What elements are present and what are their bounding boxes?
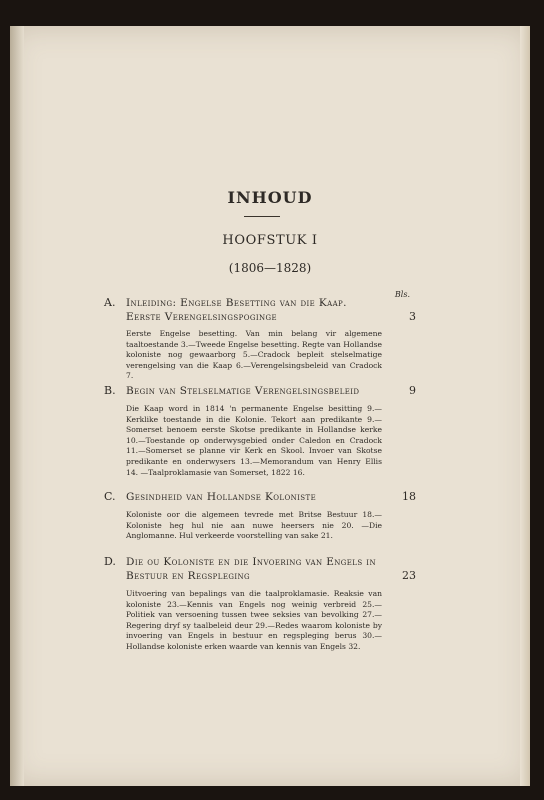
book-page bbox=[10, 26, 530, 786]
section-title: Inleiding: Engelse Besetting van die Kaap. Eerste Verengelsingspoginge bbox=[126, 297, 347, 323]
section-description: Uitvoering van bepalings van die taalproklamasie. Reaksie van koloniste 23.—Kennis van Engels nog weinig verbreid 25.—Politiek van versoening tussen twee seksies van bevolking 27.—Regering dryf sy taalbeleid deur 29.—Redes waarom koloniste by invoering van Engels in bestuur en regspleging berus 30.—Hollandse koloniste erken waarde van kennis van Engels 32. bbox=[126, 589, 382, 651]
section-description: Die Kaap word in 1814 'n permanente Engelse besitting 9.—Kerklike toestande in die Kolonie. Tekort aan predikante 9.—Somerset benoem eerste Skotse predikante in Hollandse kerke 10.—Toestande op onderwysgebied onder Caledon en Cradock 11.—Somerset se planne vir Kerk en Skool. Invoer van Skotse predikante en onderwysers 13.—Memorandum van Henry Ellis 14. —Taalproklamasie van Somerset, 1822 16. bbox=[126, 404, 382, 477]
section-page-number: 9 bbox=[409, 384, 416, 397]
chapter-heading: HOOFSTUK I bbox=[222, 233, 318, 248]
section-page-number: 3 bbox=[409, 310, 416, 323]
page-title: INHOUD bbox=[227, 188, 313, 207]
section-description: Eerste Engelse besetting. Van min belang vir algemene taaltoestande 3.—Tweede Engelse besetting. Regte van Hollandse koloniste nog gewaarborg 5.—Cradock bepleit stelselmatige verengelsing van die Kaap 6.—Verengelsingsbeleid van Cradock 7. bbox=[126, 329, 382, 381]
section-title: Die ou Koloniste en die Invoering van Engels in Bestuur en Regspleging bbox=[126, 556, 376, 582]
title-rule bbox=[244, 216, 280, 217]
table-of-contents bbox=[10, 26, 530, 786]
chapter-years: (1806—1828) bbox=[228, 261, 312, 275]
section-page-number: 23 bbox=[402, 569, 416, 582]
section-page-number: 18 bbox=[402, 490, 416, 503]
section-letter: C. bbox=[104, 490, 116, 503]
section-letter: A. bbox=[104, 296, 116, 309]
section-description: Koloniste oor die algemeen tevrede met Britse Bestuur 18.—Koloniste heg hul nie aan nuwe heersers nie 20. —Die Anglomanne. Hul verkeerde voorstelling van sake 21. bbox=[126, 510, 382, 541]
section-letter: B. bbox=[104, 384, 116, 397]
page-column-label: Bls. bbox=[394, 290, 410, 299]
section-title: Begin van Stelselmatige Verengelsingsbeleid bbox=[126, 385, 360, 397]
section-letter: D. bbox=[104, 555, 116, 568]
section-title: Gesindheid van Hollandse Koloniste bbox=[126, 491, 317, 503]
